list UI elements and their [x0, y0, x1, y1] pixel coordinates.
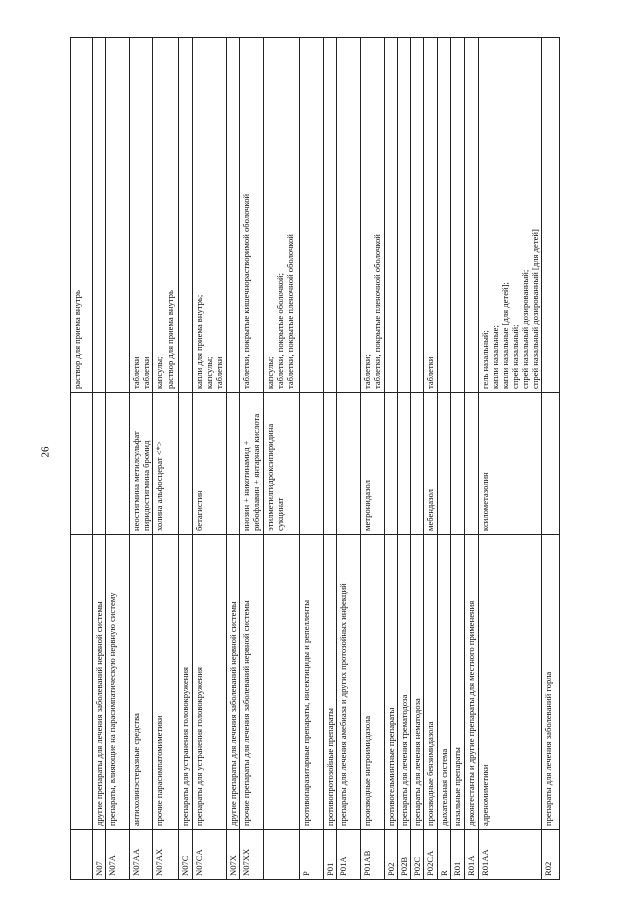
dosage-form: таблетки: [131, 356, 142, 389]
group-name-cell: производные нитроимидазола: [360, 535, 384, 830]
table-row: [438, 38, 451, 880]
atc-code-cell: [263, 830, 299, 880]
group-name-cell: прочие препараты для лечения заболеваний нервной системы: [239, 535, 263, 830]
atc-code-cell: R02: [542, 830, 560, 880]
drug-name-cell: [464, 393, 478, 535]
dosage-forms-cell: [93, 38, 106, 393]
page-number: 26: [39, 446, 52, 458]
table-row: [299, 38, 323, 880]
drug-name-cell: [336, 393, 360, 535]
drug-name-cell: этилметилгидроксипиридина сукцинат: [263, 393, 299, 535]
group-name-cell: прочие парасимпатомиметики: [153, 535, 179, 830]
atc-code-cell: R01AA: [478, 830, 542, 880]
dosage-forms-cell: [192, 38, 226, 393]
atc-code-cell: N07CA: [192, 830, 226, 880]
drug-name-cell: инозин + никотинамид + рибофлавин + янтарная кислота: [239, 393, 263, 535]
table-row: [153, 38, 179, 880]
dosage-form: раствор для приема внутрь: [72, 290, 82, 389]
group-name-cell: другие препараты для лечения заболеваний нервной системы: [93, 535, 106, 830]
dosage-forms-cell: [438, 38, 451, 393]
dosage-form: таблетки: [213, 356, 224, 389]
table-row: [397, 38, 410, 880]
group-name-cell: деконгестанты и другие препараты для местного применения: [464, 535, 478, 830]
atc-code-cell: P02CA: [424, 830, 438, 880]
table-row: [192, 38, 226, 880]
atc-code-cell: R: [438, 830, 451, 880]
atc-code-cell: P01AB: [360, 830, 384, 880]
atc-code-cell: N07AX: [153, 830, 179, 880]
table-row: [239, 38, 263, 880]
atc-code-cell: R01: [451, 830, 464, 880]
dosage-forms-cell: [464, 38, 478, 393]
drug-name-cell: [451, 393, 464, 535]
drug-table-body: [71, 38, 560, 880]
table-row: [336, 38, 360, 880]
dosage-forms-cell: [478, 38, 542, 393]
dosage-forms-cell: [153, 38, 179, 393]
dosage-form: спрей назальный;: [509, 324, 520, 389]
dosage-form: капсулы;: [203, 356, 214, 389]
table-row: [542, 38, 560, 880]
drug-name-cell: [226, 393, 239, 535]
dosage-forms-cell: [384, 38, 397, 393]
group-name-cell: препараты для лечения нематодоза: [411, 535, 424, 830]
atc-code-cell: [71, 830, 93, 880]
drug-name-cell: [438, 393, 451, 535]
table-row: [263, 38, 299, 880]
group-name-cell: препараты, влияющие на парасимпатическую нервную систему: [106, 535, 130, 830]
dosage-form: раствор для приема внутрь: [164, 290, 175, 389]
dosage-form: капли назальные [для детей];: [499, 282, 510, 389]
table-row: [424, 38, 438, 880]
drug-name-cell: [411, 393, 424, 535]
atc-code-cell: N07X: [226, 830, 239, 880]
group-name-cell: препараты для лечения заболеваний горла: [542, 535, 560, 830]
group-name-cell: противопротозойные препараты: [323, 535, 336, 830]
group-name-cell: препараты для лечения трематодоза: [397, 535, 410, 830]
drug-name-cell: [542, 393, 560, 535]
dosage-form: спрей назальный дозированный [для детей]: [530, 229, 541, 389]
drug-name-cell: метронидазол: [360, 393, 384, 535]
group-name-cell: препараты для устранения головокружения: [179, 535, 192, 830]
table-row: [323, 38, 336, 880]
table-row: [179, 38, 192, 880]
dosage-forms-cell: [106, 38, 130, 393]
dosage-forms-cell: [323, 38, 336, 393]
dosage-forms-cell: [336, 38, 360, 393]
dosage-forms-cell: [130, 38, 153, 393]
dosage-form: спрей назальный дозированный;: [520, 269, 531, 389]
drug-name-cell: мебендазол: [424, 393, 438, 535]
atc-code-cell: R01A: [464, 830, 478, 880]
group-name-cell: противогельминтные препараты: [384, 535, 397, 830]
dosage-form: капсулы;: [264, 356, 275, 389]
group-name-cell: дыхательная система: [438, 535, 451, 830]
table-row: [360, 38, 384, 880]
dosage-forms-cell: [451, 38, 464, 393]
group-name-cell: антихолинэстеразные средства: [130, 535, 153, 830]
dosage-form: таблетки;: [361, 354, 372, 389]
atc-code-cell: P02B: [397, 830, 410, 880]
atc-code-cell: P01A: [336, 830, 360, 880]
group-name-cell: противопаразитарные препараты, инсектициды и репелленты: [299, 535, 323, 830]
atc-code-cell: P02C: [411, 830, 424, 880]
dosage-forms-cell: [299, 38, 323, 393]
atc-code-cell: N07XX: [239, 830, 263, 880]
atc-code-cell: N07: [93, 830, 106, 880]
dosage-forms-cell: [360, 38, 384, 393]
dosage-forms-cell: [263, 38, 299, 393]
group-name-cell: [263, 535, 299, 830]
table-row: [71, 38, 93, 880]
table-row: [451, 38, 464, 880]
dosage-forms-cell: [226, 38, 239, 393]
table-row: [93, 38, 106, 880]
drug-table: [70, 37, 560, 880]
dosage-form: таблетки, покрытые пленочной оболочкой: [371, 234, 382, 389]
drug-name-cell: холина альфосцерат <*>: [153, 393, 179, 535]
drug-name-cell: [384, 393, 397, 535]
group-name-cell: препараты для устранения головокружения: [192, 535, 226, 830]
drug-name-cell: бетагистин: [192, 393, 226, 535]
table-row: [106, 38, 130, 880]
dosage-form: таблетки, покрытые пленочной оболочкой: [284, 234, 295, 389]
group-name-cell: препараты для лечения амебиаза и других протозойных инфекций: [336, 535, 360, 830]
drug-name-cell: [71, 393, 93, 535]
atc-code-cell: N07A: [106, 830, 130, 880]
drug-name-cell: ксилометазолин: [478, 393, 542, 535]
group-name-cell: производные бензимидазола: [424, 535, 438, 830]
drug-name-cell: неостигмина метилсульфат пиридостигмина бромид: [130, 393, 153, 535]
drug-name-cell: [93, 393, 106, 535]
dosage-forms-cell: [71, 38, 93, 393]
dosage-form: капли назальные;: [489, 325, 500, 389]
dosage-form: капли для приема внутрь;: [193, 294, 204, 389]
dosage-form: таблетки, покрытые кишечнорастворимой оболочкой: [240, 193, 251, 389]
drug-name-cell: [179, 393, 192, 535]
dosage-forms-cell: [239, 38, 263, 393]
table-row: [464, 38, 478, 880]
atc-code-cell: P02: [384, 830, 397, 880]
atc-code-cell: P: [299, 830, 323, 880]
dosage-forms-cell: [179, 38, 192, 393]
dosage-form: таблетки, покрытые оболочкой;: [274, 273, 285, 389]
drug-name-cell: [323, 393, 336, 535]
dosage-form: гель назальный;: [479, 330, 490, 389]
table-row: [411, 38, 424, 880]
dosage-forms-cell: [542, 38, 560, 393]
table-row: [130, 38, 153, 880]
dosage-forms-cell: [424, 38, 438, 393]
dosage-forms-cell: [411, 38, 424, 393]
table-row: [226, 38, 239, 880]
atc-code-cell: N07AA: [130, 830, 153, 880]
group-name-cell: другие препараты для лечения заболеваний нервной системы: [226, 535, 239, 830]
drug-name-cell: [299, 393, 323, 535]
table-row: [384, 38, 397, 880]
group-name-cell: [71, 535, 93, 830]
dosage-form: капсулы;: [154, 356, 165, 389]
dosage-forms-cell: [397, 38, 410, 393]
dosage-form: таблетки: [425, 356, 436, 389]
group-name-cell: назальные препараты: [451, 535, 464, 830]
table-row: [478, 38, 542, 880]
atc-code-cell: N07C: [179, 830, 192, 880]
dosage-form: таблетки: [141, 356, 152, 389]
group-name-cell: адреномиметики: [478, 535, 542, 830]
drug-name-cell: [106, 393, 130, 535]
document-sheet: [70, 38, 562, 880]
atc-code-cell: P01: [323, 830, 336, 880]
drug-name-cell: [397, 393, 410, 535]
